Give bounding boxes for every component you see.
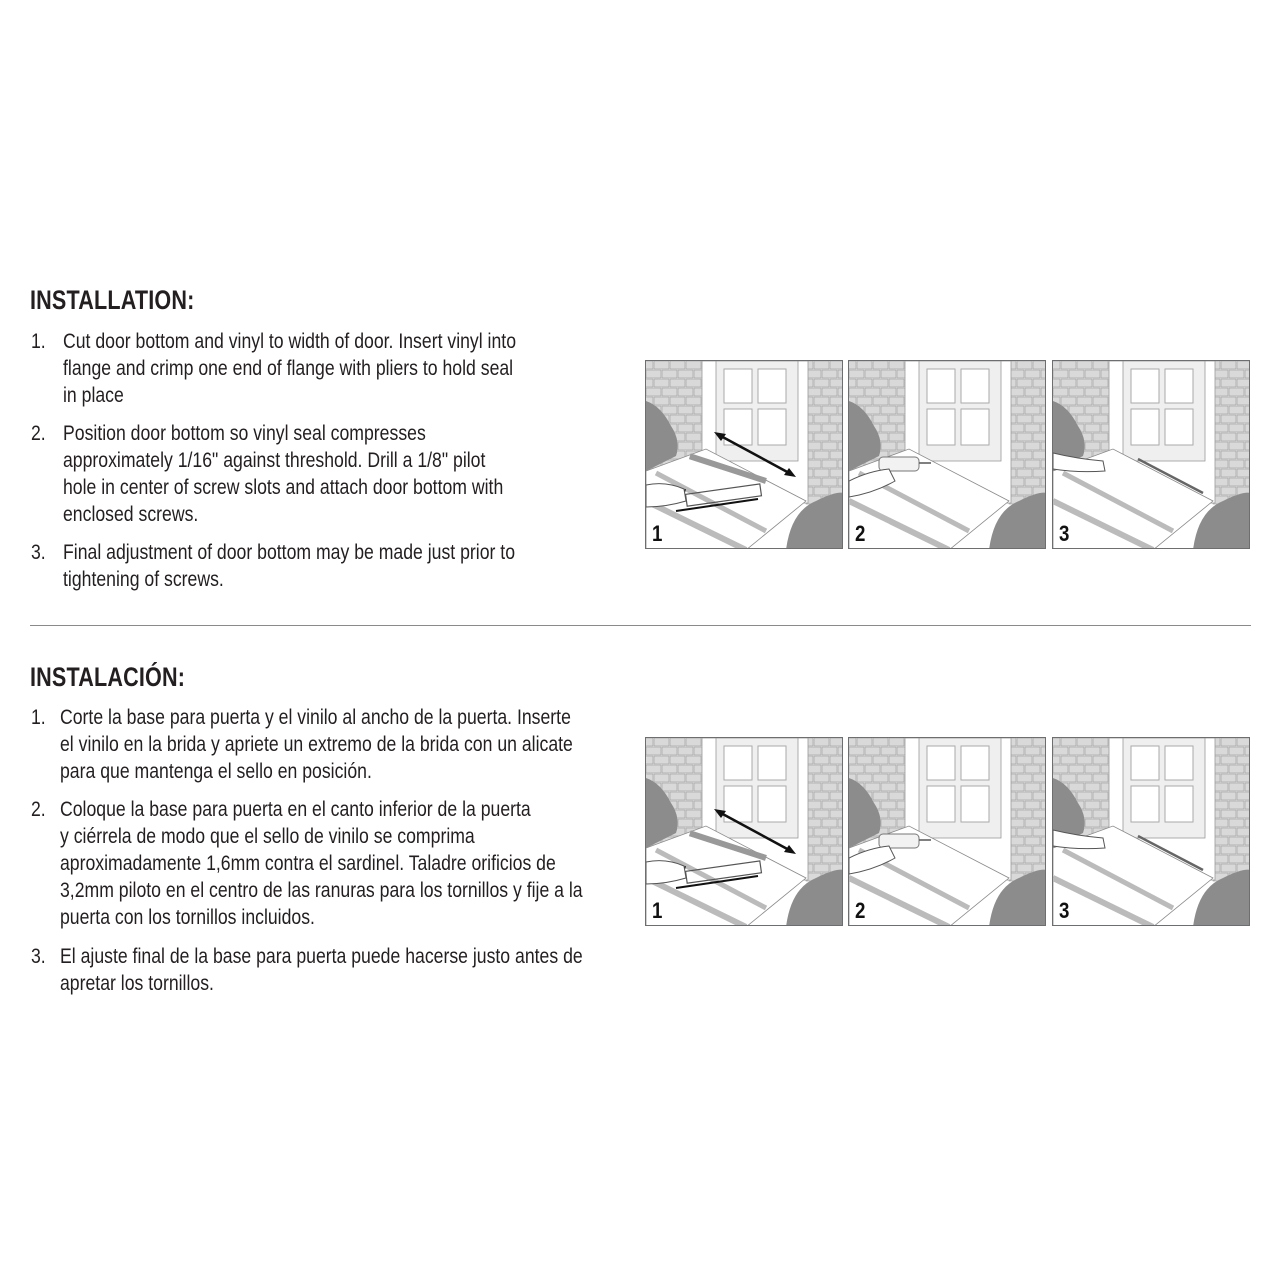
step-text-line: para que mantenga el sello en posición. xyxy=(60,760,372,783)
step-number: 3. xyxy=(31,541,46,564)
step-text-line: hole in center of screw slots and attach door bottom with xyxy=(63,476,504,499)
step-text-line: tightening of screws. xyxy=(63,568,224,591)
illustration-step-1 xyxy=(645,360,843,549)
step-text-line: flange and crimp one end of flange with pliers to hold seal xyxy=(63,357,514,380)
figure-number: 2 xyxy=(855,521,866,546)
step-number: 2. xyxy=(31,798,46,821)
step-number: 1. xyxy=(31,706,46,729)
illustration-step-3 xyxy=(1052,737,1250,926)
step-text-line: el vinilo en la brida y apriete un extremo de la brida con un alicate xyxy=(60,733,573,756)
step-text-line: in place xyxy=(63,384,124,407)
step-text-line: puerta con los tornillos incluidos. xyxy=(60,906,315,929)
step-number: 3. xyxy=(31,945,46,968)
illustration-step-1 xyxy=(645,737,843,926)
figure-number: 2 xyxy=(855,898,866,923)
step-text-line: El ajuste final de la base para puerta puede hacerse justo antes de xyxy=(60,945,583,968)
step-text-line: 3,2mm piloto en el centro de las ranuras para los tornillos y fije a la xyxy=(60,879,583,902)
section-heading: INSTALACIÓN: xyxy=(30,662,186,692)
step-text-line: Corte la base para puerta y el vinilo al ancho de la puerta. Inserte xyxy=(60,706,571,729)
section-divider xyxy=(30,625,1251,626)
step-text-line: approximately 1/16" against threshold. Drill a 1/8" pilot xyxy=(63,449,486,472)
step-number: 2. xyxy=(31,422,46,445)
figure-number: 3 xyxy=(1059,898,1070,923)
section-heading: INSTALLATION: xyxy=(30,285,195,315)
illustration-step-2 xyxy=(848,360,1046,549)
figure-number: 1 xyxy=(652,521,663,546)
step-text-line: apretar los tornillos. xyxy=(60,972,214,995)
step-text-line: aproximadamente 1,6mm contra el sardinel. Taladre orificios de xyxy=(60,852,556,875)
step-text-line: Position door bottom so vinyl seal compresses xyxy=(63,422,426,445)
figure-number: 1 xyxy=(652,898,663,923)
illustration-step-3 xyxy=(1052,360,1250,549)
step-text-line: y ciérrela de modo que el sello de vinilo se comprima xyxy=(60,825,475,848)
step-text-line: Coloque la base para puerta en el canto inferior de la puerta xyxy=(60,798,531,821)
figure-number: 3 xyxy=(1059,521,1070,546)
step-number: 1. xyxy=(31,330,46,353)
step-text-line: Final adjustment of door bottom may be made just prior to xyxy=(63,541,516,564)
step-text-line: enclosed screws. xyxy=(63,503,199,526)
step-text-line: Cut door bottom and vinyl to width of door. Insert vinyl into xyxy=(63,330,517,353)
illustration-step-2 xyxy=(848,737,1046,926)
